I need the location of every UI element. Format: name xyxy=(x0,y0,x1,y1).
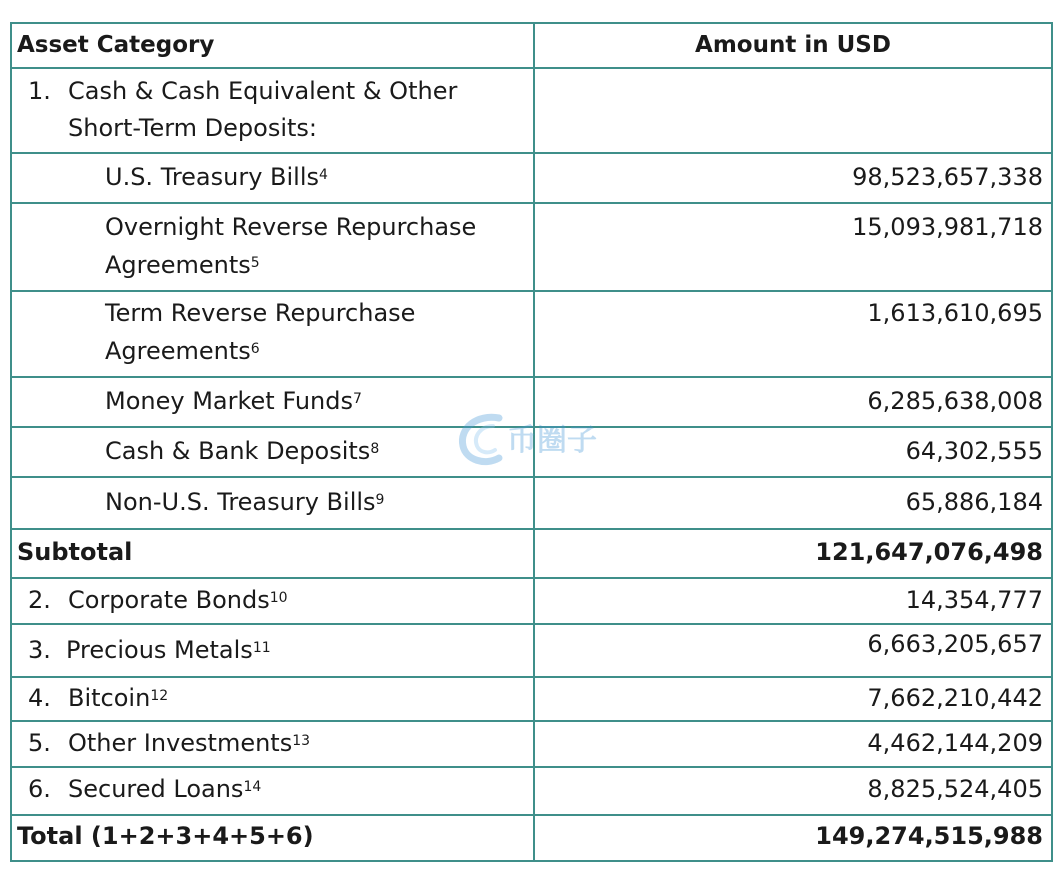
row-amount: 7,662,210,442 xyxy=(867,684,1043,712)
row-number: 2. xyxy=(28,586,51,614)
header-category-cell xyxy=(11,23,534,68)
row-number: 4. xyxy=(28,684,51,712)
row-amount: 6,663,205,657 xyxy=(867,630,1043,658)
row-amount: 1,613,610,695 xyxy=(867,299,1043,327)
section-1-label-line2: Short-Term Deposits: xyxy=(68,114,317,142)
section-1-amount-cell xyxy=(534,68,1052,153)
row-label: Secured Loans$^{14}$ xyxy=(68,775,262,803)
table-row xyxy=(11,377,1052,427)
row-label: Non-U.S. Treasury Bills$^9$ xyxy=(105,488,385,516)
header-category: Asset Category xyxy=(17,32,215,58)
footnote-ref: 13 xyxy=(292,733,311,749)
footnote-ref: 10 xyxy=(269,590,288,606)
section-1-row xyxy=(11,68,1052,153)
subtotal-label: Subtotal xyxy=(17,538,133,566)
table-row xyxy=(11,153,1052,203)
footnote-ref: 7 xyxy=(352,391,362,407)
section-1-number: 1. xyxy=(28,77,51,105)
row-label-line1: Overnight Reverse Repurchase xyxy=(105,213,477,241)
table-row xyxy=(11,203,1052,291)
header-row xyxy=(11,23,1052,68)
row-label: Precious Metals$^{11}$ xyxy=(66,636,271,664)
subtotal-row xyxy=(11,529,1052,578)
row-label-line2: Agreements$^5$ xyxy=(105,251,260,279)
row-label: Money Market Funds$^7$ xyxy=(105,387,362,415)
section-1-label-cell xyxy=(11,68,534,153)
table-row xyxy=(11,578,1052,624)
row-label: Other Investments$^{13}$ xyxy=(68,729,311,757)
table-row xyxy=(11,477,1052,529)
row-number: 3. xyxy=(28,636,51,664)
footnote-ref: 11 xyxy=(252,640,271,656)
row-label: Cash & Bank Deposits$^8$ xyxy=(105,437,380,465)
row-amount: 65,886,184 xyxy=(905,488,1043,516)
row-number: 6. xyxy=(28,775,51,803)
row-amount: 4,462,144,209 xyxy=(867,729,1043,757)
row-label-line1: Term Reverse Repurchase xyxy=(105,299,416,327)
footnote-ref: 6 xyxy=(250,341,260,357)
header-amount: Amount in USD xyxy=(695,32,891,58)
row-number: 5. xyxy=(28,729,51,757)
row-amount: 15,093,981,718 xyxy=(852,213,1043,241)
table-row xyxy=(11,677,1052,721)
header-amount-cell xyxy=(534,23,1052,68)
asset-table xyxy=(10,22,1053,862)
row-label: U.S. Treasury Bills$^4$ xyxy=(105,163,328,191)
footnote-ref: 14 xyxy=(243,779,262,795)
row-label: Bitcoin$^{12}$ xyxy=(68,684,169,712)
table-row xyxy=(11,767,1052,815)
row-label-line2: Agreements$^6$ xyxy=(105,337,260,365)
row-amount: 98,523,657,338 xyxy=(852,163,1043,191)
table-row xyxy=(11,721,1052,767)
table-row xyxy=(11,291,1052,377)
section-1-label-line1: Cash & Cash Equivalent & Other xyxy=(68,77,458,105)
row-amount: 6,285,638,008 xyxy=(867,387,1043,415)
total-label: Total (1+2+3+4+5+6) xyxy=(17,822,314,850)
footnote-ref: 12 xyxy=(150,688,169,704)
row-label: Corporate Bonds$^{10}$ xyxy=(68,586,288,614)
table-row xyxy=(11,427,1052,477)
subtotal-amount: 121,647,076,498 xyxy=(815,538,1043,566)
footnote-ref: 8 xyxy=(370,441,380,457)
row-amount: 8,825,524,405 xyxy=(867,775,1043,803)
row-amount: 64,302,555 xyxy=(905,437,1043,465)
table-row xyxy=(11,624,1052,677)
footnote-ref: 5 xyxy=(250,255,260,271)
footnote-ref: 4 xyxy=(319,167,328,183)
total-row xyxy=(11,815,1052,861)
row-amount: 14,354,777 xyxy=(905,586,1043,614)
total-amount: 149,274,515,988 xyxy=(815,822,1043,850)
footnote-ref: 9 xyxy=(375,492,385,508)
watermark-text: 币圈子 xyxy=(507,423,597,458)
